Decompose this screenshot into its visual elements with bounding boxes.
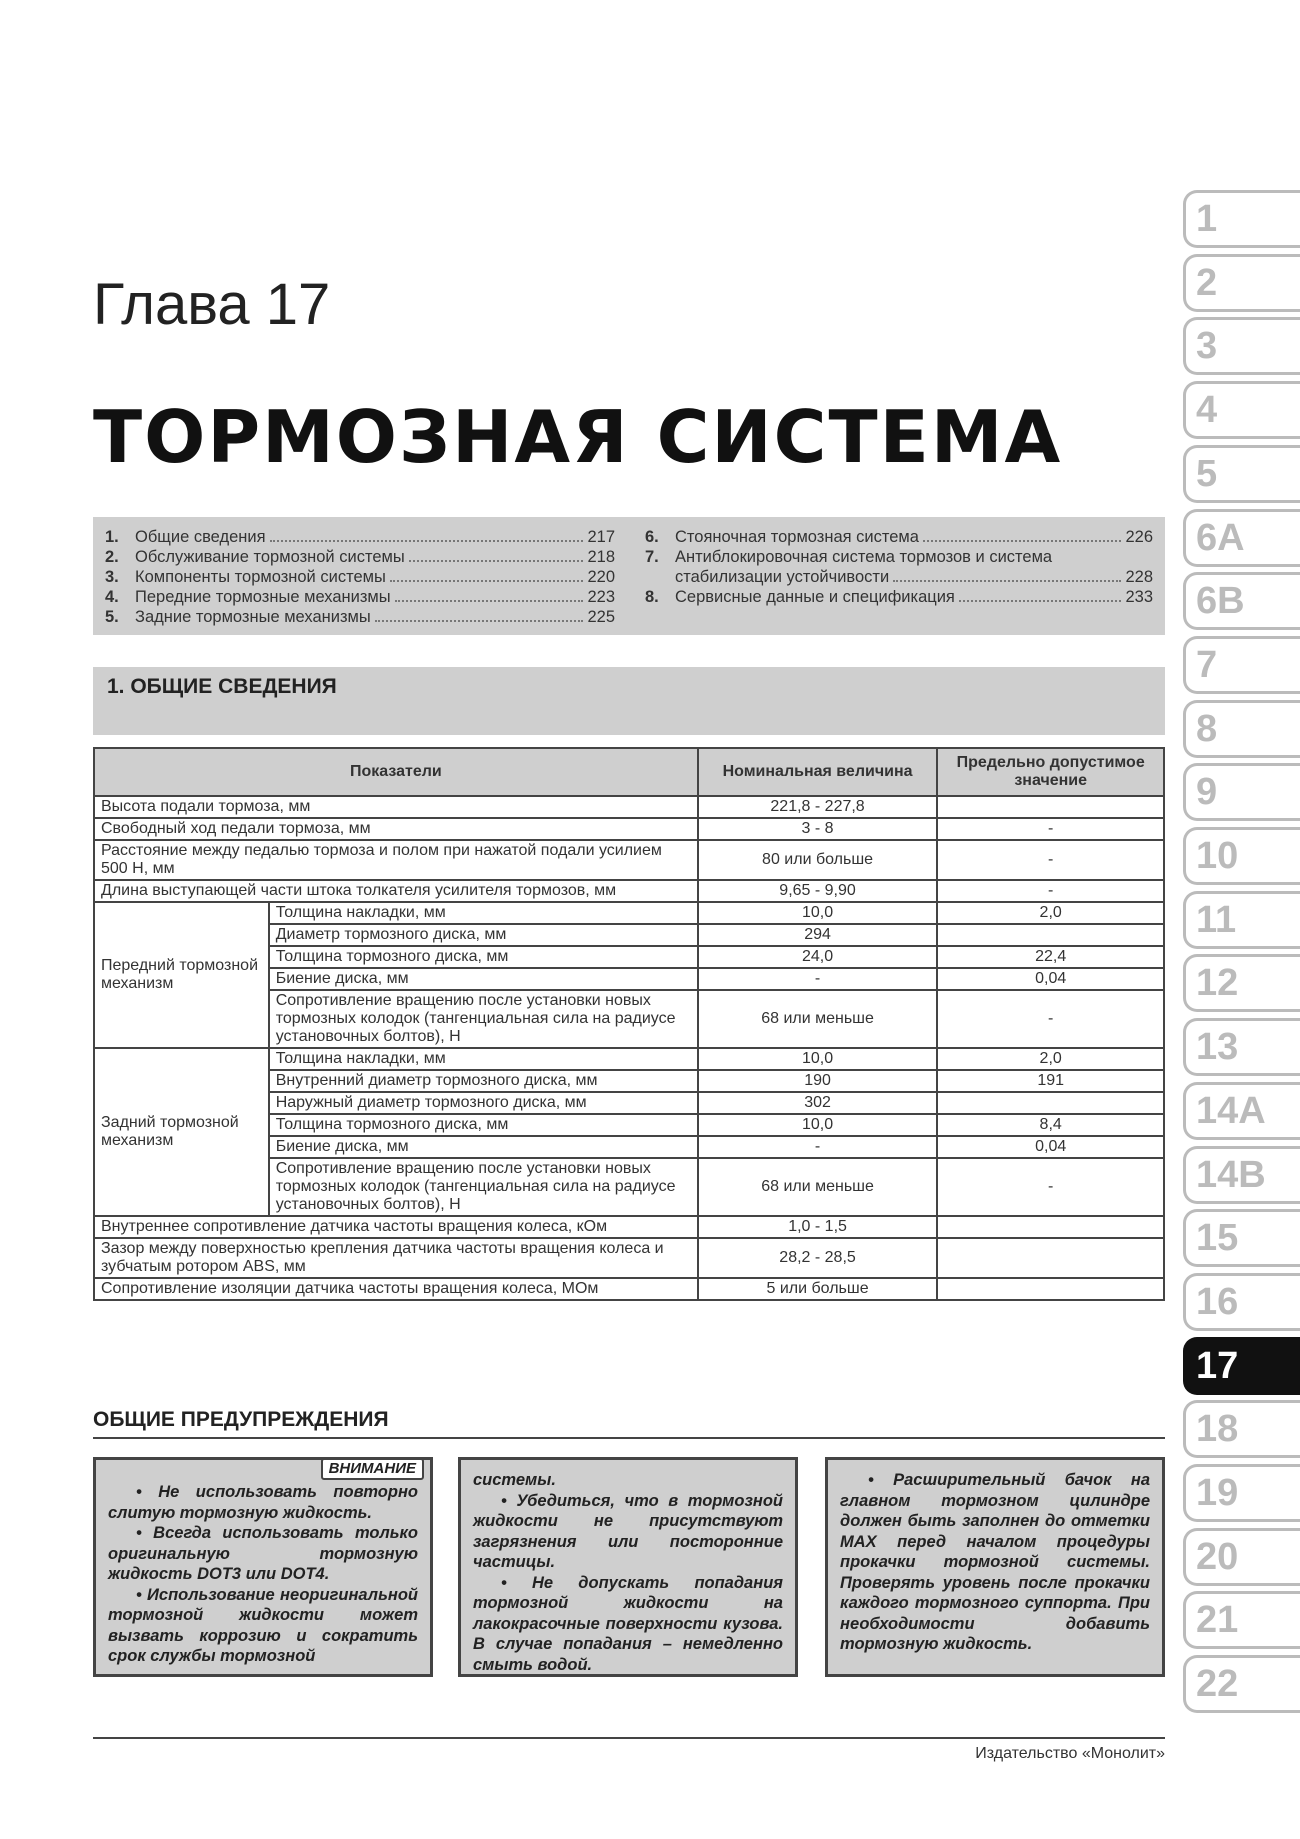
chapter-tab-2[interactable]: 2 [1183,254,1300,312]
cell-nominal: 9,65 - 9,90 [698,880,938,902]
toc-num: 2. [105,548,119,566]
warning-text: • Расширительный бачок на главном тормозном цилиндре должен быть заполнен до отметки MAX перед началом процедуры прокачки тормозной системы. Проверять уровень после прокачки каждого тормозного суппорта. При необходимости добавить тормозную жидкость. [840,1471,1150,1653]
toc-item[interactable] [645,587,1153,607]
cell-nominal: 302 [698,1092,938,1114]
table-row [94,1216,1164,1238]
page-title: ТОРМОЗНАЯ СИСТЕМА [93,395,1063,479]
toc-item[interactable] [105,547,615,567]
warning-text: • Убедиться, что в тормозной жидкости не присутствуют загрязнения или посторонние частицы. [473,1491,783,1571]
toc-label: Обслуживание тормозной системы [135,548,405,566]
chapter-tab-6a[interactable]: 6A [1183,509,1300,567]
group-label-front: Передний тормозной механизм [94,902,269,1048]
table-row [94,840,1164,880]
toc-item[interactable] [105,567,615,587]
cell-param: Внутреннее сопротивление датчика частоты вращения колеса, кОм [94,1216,698,1238]
toc-item[interactable] [645,547,1153,567]
toc-page: 218 [587,548,615,566]
toc-num: 8. [645,588,659,606]
toc-label: Общие сведения [135,528,266,546]
toc-num: 4. [105,588,119,606]
cell-param: Зазор между поверхностью крепления датчика частоты вращения колеса и зубчатым ротором ABS, мм [94,1238,698,1278]
toc-page: 217 [587,528,615,546]
header-limit: Предельно допустимое значение [937,748,1164,796]
warning-text: системы. [473,1471,556,1489]
chapter-tab-22[interactable]: 22 [1183,1655,1300,1713]
table-row [94,1048,1164,1070]
cell-param: Высота подали тормоза, мм [94,796,698,818]
toc-page: 223 [587,588,615,606]
cell-param: Сопротивление вращению после установки новых тормозных колодок (тангенциальная сила на радиусе установочных болтов), Н [269,1158,698,1216]
cell-param: Биение диска, мм [269,968,698,990]
toc-column-right [645,527,1153,607]
toc-item[interactable] [105,587,615,607]
cell-limit: - [937,818,1164,840]
table-row [94,1278,1164,1300]
cell-limit [937,796,1164,818]
cell-param: Сопротивление вращению после установки новых тормозных колодок (тангенциальная сила на радиусе установочных болтов), Н [269,990,698,1048]
cell-param: Наружный диаметр тормозного диска, мм [269,1092,698,1114]
toc-num: 7. [645,548,659,566]
cell-limit [937,1278,1164,1300]
cell-param: Длина выступающей части штока толкателя усилителя тормозов, мм [94,880,698,902]
warning-text: • Всегда использовать только оригинальную тормозную жидкость DOT3 или DOT4. [108,1524,418,1583]
cell-nominal: - [698,968,938,990]
cell-param: Свободный ход педали тормоза, мм [94,818,698,840]
chapter-number: Глава 17 [93,272,331,337]
toc-item-continuation[interactable] [645,567,1153,587]
warning-box-3 [825,1457,1165,1677]
chapter-tab-1[interactable]: 1 [1183,190,1300,248]
cell-param: Толщина накладки, мм [269,902,698,924]
warnings-heading: ОБЩИЕ ПРЕДУПРЕЖДЕНИЯ [93,1408,1165,1439]
section-heading: 1. ОБЩИЕ СВЕДЕНИЯ [93,667,1165,735]
cell-limit [937,1238,1164,1278]
toc-page: 225 [587,608,615,626]
publisher: Издательство «Монолит» [975,1745,1165,1762]
chapter-tab-10[interactable]: 10 [1183,827,1300,885]
toc-page: 220 [587,568,615,586]
warning-box-1 [93,1457,433,1677]
cell-limit: - [937,1158,1164,1216]
cell-nominal: 68 или меньше [698,1158,938,1216]
toc-item[interactable] [105,527,615,547]
cell-param: Толщина накладки, мм [269,1048,698,1070]
toc-column-left [105,527,615,627]
toc-label: Стояночная тормозная система [675,528,919,546]
table-header-row [94,748,1164,796]
cell-param: Биение диска, мм [269,1136,698,1158]
cell-nominal: 3 - 8 [698,818,938,840]
cell-limit: - [937,990,1164,1048]
toc-label: Компоненты тормозной системы [135,568,386,586]
cell-param: Расстояние между педалью тормоза и полом при нажатой подали усилием 500 Н, мм [94,840,698,880]
toc-num: 6. [645,528,659,546]
cell-param: Внутренний диаметр тормозного диска, мм [269,1070,698,1092]
cell-nominal: 28,2 - 28,5 [698,1238,938,1278]
cell-limit [937,924,1164,946]
cell-limit: 22,4 [937,946,1164,968]
cell-limit: 2,0 [937,1048,1164,1070]
toc-label: Задние тормозные механизмы [135,608,371,626]
spec-table [93,747,1165,1301]
cell-nominal: 221,8 - 227,8 [698,796,938,818]
cell-param: Диаметр тормозного диска, мм [269,924,698,946]
cell-nominal: 1,0 - 1,5 [698,1216,938,1238]
chapter-tab-4[interactable]: 4 [1183,381,1300,439]
chapter-tab-3[interactable]: 3 [1183,317,1300,375]
cell-limit: 0,04 [937,1136,1164,1158]
toc-page: 233 [1125,588,1153,606]
toc-page: 226 [1125,528,1153,546]
footer-divider [93,1737,1165,1739]
header-param: Показатели [94,748,698,796]
cell-nominal: 5 или больше [698,1278,938,1300]
cell-nominal: 80 или больше [698,840,938,880]
warning-text: • Использование неоригинальной тормозной жидкости может вызвать коррозию и сократить срок службы тормозной [108,1585,418,1665]
cell-limit: 8,4 [937,1114,1164,1136]
toc-label: Антиблокировочная система тормозов и система [675,548,1053,566]
chapter-tab-17[interactable]: 17 [1183,1337,1300,1395]
cell-limit [937,1092,1164,1114]
chapter-tab-5[interactable]: 5 [1183,445,1300,503]
cell-limit: 0,04 [937,968,1164,990]
chapter-tab-12[interactable]: 12 [1183,954,1300,1012]
cell-param: Толщина тормозного диска, мм [269,946,698,968]
chapter-tab-9[interactable]: 9 [1183,763,1300,821]
cell-limit: 191 [937,1070,1164,1092]
table-row [94,902,1164,924]
toc-page: 228 [1125,568,1153,586]
chapter-tab-19[interactable]: 19 [1183,1464,1300,1522]
toc-label: стабилизации устойчивости [675,568,890,586]
toc-label: Сервисные данные и спецификация [675,588,955,606]
cell-nominal: 10,0 [698,1114,938,1136]
cell-nominal: 294 [698,924,938,946]
cell-nominal: - [698,1136,938,1158]
chapter-tab-16[interactable]: 16 [1183,1273,1300,1331]
chapter-tab-11[interactable]: 11 [1183,891,1300,949]
table-row [94,880,1164,902]
cell-param: Толщина тормозного диска, мм [269,1114,698,1136]
group-label-rear: Задний тормозной механизм [94,1048,269,1216]
chapter-tab-7[interactable]: 7 [1183,636,1300,694]
cell-limit [937,1216,1164,1238]
toc-item[interactable] [105,607,615,627]
cell-nominal: 190 [698,1070,938,1092]
cell-nominal: 24,0 [698,946,938,968]
cell-nominal: 68 или меньше [698,990,938,1048]
cell-nominal: 10,0 [698,1048,938,1070]
warning-box-2 [458,1457,798,1677]
chapter-tab-18[interactable]: 18 [1183,1400,1300,1458]
table-of-contents [93,517,1165,635]
chapter-tab-14b[interactable]: 14B [1183,1146,1300,1204]
toc-num: 1. [105,528,119,546]
chapter-tab-21[interactable]: 21 [1183,1591,1300,1649]
toc-num: 5. [105,608,119,626]
toc-item[interactable] [645,527,1153,547]
cell-limit: - [937,840,1164,880]
cell-param: Сопротивление изоляции датчика частоты вращения колеса, МОм [94,1278,698,1300]
toc-num: 3. [105,568,119,586]
table-row [94,796,1164,818]
table-row [94,818,1164,840]
chapter-tab-6b[interactable]: 6B [1183,572,1300,630]
chapter-tab-20[interactable]: 20 [1183,1528,1300,1586]
table-row [94,1238,1164,1278]
attention-badge: ВНИМАНИЕ [321,1458,424,1480]
chapter-tab-8[interactable]: 8 [1183,700,1300,758]
cell-nominal: 10,0 [698,902,938,924]
warning-text: • Не использовать повторно слитую тормозную жидкость. [108,1483,418,1522]
cell-limit: - [937,880,1164,902]
cell-limit: 2,0 [937,902,1164,924]
toc-label: Передние тормозные механизмы [135,588,391,606]
warning-text: • Не допускать попадания тормозной жидкости на лакокрасочные поверхности кузова. В случае попадания – немедленно смыть водой. [473,1573,783,1674]
header-nominal: Номинальная величина [698,748,938,796]
chapter-tab-13[interactable]: 13 [1183,1018,1300,1076]
chapter-tab-15[interactable]: 15 [1183,1209,1300,1267]
chapter-tab-14a[interactable]: 14A [1183,1082,1300,1140]
